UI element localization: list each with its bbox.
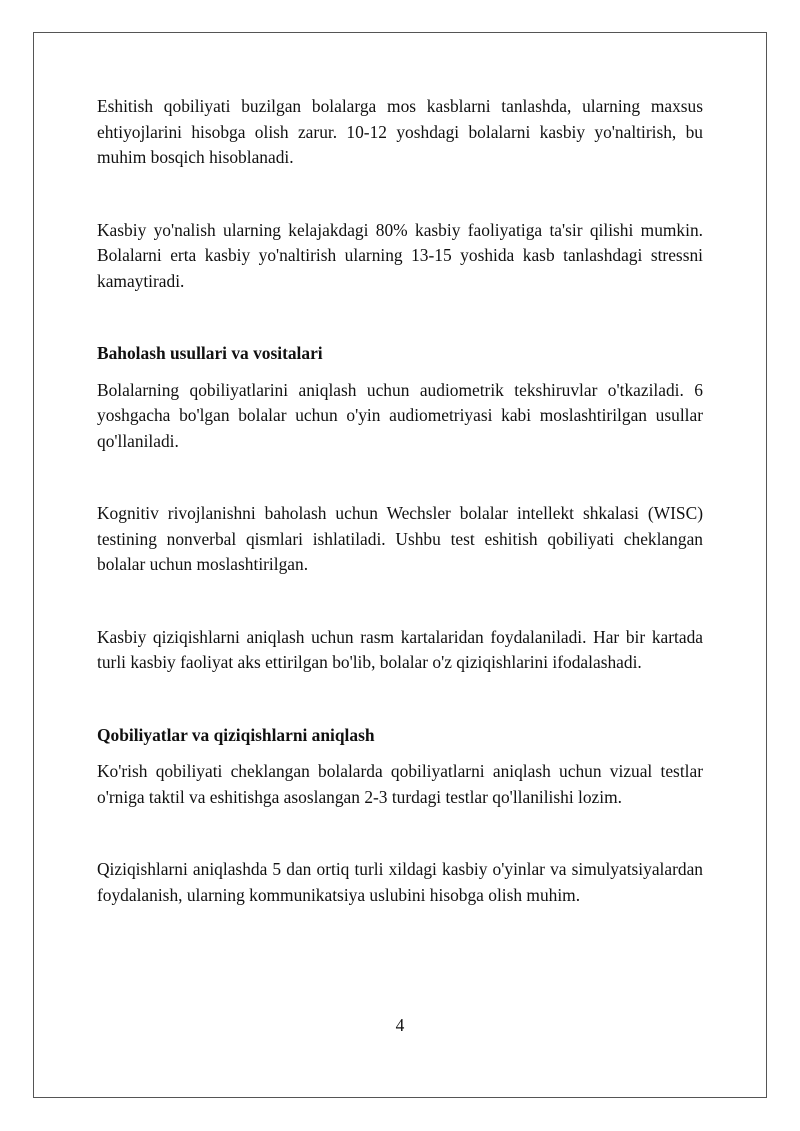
section-heading-assessment: Baholash usullari va vositalari — [97, 343, 323, 363]
section-heading-abilities: Qobiliyatlar va qiziqishlarni aniqlash — [97, 724, 375, 745]
paragraph-1: Eshitish qobiliyati buzilgan bolalarga mos kasblarni tanlashda, ularning maxsus ehtiyojlarini hisobga olish zarur. 10-12 yoshdagi bolalarni kasbiy yo'naltirish, bu muhim bosqich hisoblanadi. — [97, 96, 703, 167]
paragraph-3: Bolalarning qobiliyatlarini aniqlash uchun audiometrik tekshiruvlar o'tkaziladi. 6 yoshgacha bo'lgan bolalar uchun o'yin audiometriyasi kabi moslashtirilgan usullar qo'llaniladi. — [97, 379, 703, 451]
document-body — [97, 94, 703, 908]
paragraph-6: Ko'rish qobiliyati cheklangan bolalarda qobiliyatlarni aniqlash uchun vizual testlar o'rniga taktil va eshitishga asoslangan 2-3 turdagi testlar qo'llanilishi lozim. — [97, 761, 703, 807]
paragraph-4: Kognitiv rivojlanishni baholash uchun Wechsler bolalar intellekt shkalasi (WISC) testining nonverbal qismlari ishlatiladi. Ushbu test eshitish qobiliyati cheklangan bolalar uchun moslashtirilgan. — [97, 503, 703, 574]
paragraph-5: Kasbiy qiziqishlarni aniqlash uchun rasm kartalaridan foydalaniladi. Har bir kartada turli kasbiy faoliyat aks ettirilgan bo'lib, bolalar o'z qiziqishlarini ifodalashadi. — [97, 626, 703, 672]
paragraph-7: Qiziqishlarni aniqlashda 5 dan ortiq turli xildagi kasbiy o'yinlar va simulyatsiyalardan foydalanish, ularning kommunikatsiya uslubini hisobga olish muhim. — [97, 859, 703, 905]
paragraph-2: Kasbiy yo'nalish ularning kelajakdagi 80% kasbiy faoliyatiga ta'sir qilishi mumkin. Bolalarni erta kasbiy yo'naltirish ularning 13-15 yoshida kasb tanlashdagi stressni kamaytiradi. — [97, 219, 703, 291]
page-number: 4 — [395, 1015, 405, 1035]
